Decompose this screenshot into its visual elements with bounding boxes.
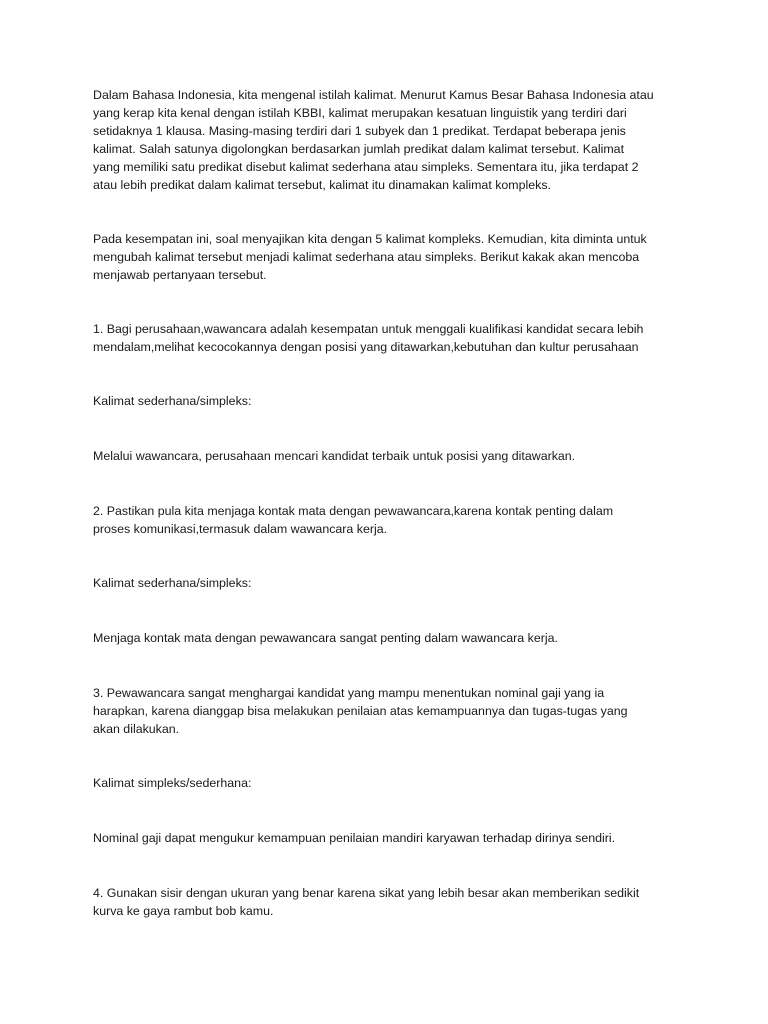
question-1-line: mendalam,melihat kecocokannya dengan posisi yang ditawarkan,kebutuhan dan kultur perusahaan [93,340,639,354]
intro-line: kalimat. Salah satunya digolongkan berdasarkan jumlah predikat dalam kalimat tersebut. Kalimat [93,142,625,156]
question-3-label [93,774,693,792]
question-1-label [93,392,693,410]
question-1-answer [93,447,693,465]
question-3-line: akan dilakukan. [93,722,180,736]
question-3-label-text: Kalimat simpleks/sederhana: [93,776,252,790]
context-line: Pada kesempatan ini, soal menyajikan kita dengan 5 kalimat kompleks. Kemudian, kita diminta untuk [93,232,647,246]
context-paragraph [93,230,693,284]
question-3-answer-text: Nominal gaji dapat mengukur kemampuan penilaian mandiri karyawan terhadap dirinya sendiri. [93,831,616,845]
question-2-line: proses komunikasi,termasuk dalam wawancara kerja. [93,522,388,536]
question-1-answer-text: Melalui wawancara, perusahaan mencari kandidat terbaik untuk posisi yang ditawarkan. [93,449,576,463]
question-2-label [93,574,693,592]
question-2-label-text: Kalimat sederhana/simpleks: [93,576,252,590]
question-3 [93,684,693,738]
question-1 [93,320,693,356]
question-3-line: harapkan, karena dianggap bisa melakukan penilaian atas kemampuannya dan tugas-tugas yang [93,704,628,718]
question-3-answer [93,829,693,847]
intro-paragraph [93,86,693,194]
question-2 [93,502,693,538]
question-4 [93,884,693,920]
intro-line: Dalam Bahasa Indonesia, kita mengenal istilah kalimat. Menurut Kamus Besar Bahasa Indonesia atau [93,88,654,102]
question-4-line: kurva ke gaya rambut bob kamu. [93,904,274,918]
intro-line: atau lebih predikat dalam kalimat tersebut, kalimat itu dinamakan kalimat kompleks. [93,178,551,192]
intro-line: yang kerap kita kenal dengan istilah KBBI, kalimat merupakan kesatuan linguistik yang terdiri dari [93,106,627,120]
question-2-answer-text: Menjaga kontak mata dengan pewawancara sangat penting dalam wawancara kerja. [93,631,558,645]
intro-line: setidaknya 1 klausa. Masing-masing terdiri dari 1 subyek dan 1 predikat. Terdapat beberapa jenis [93,124,626,138]
context-line: mengubah kalimat tersebut menjadi kalimat sederhana atau simpleks. Berikut kakak akan mencoba [93,250,640,264]
question-2-answer [93,629,693,647]
intro-line: yang memiliki satu predikat disebut kalimat sederhana atau simpleks. Sementara itu, jika terdapat 2 [93,160,639,174]
context-line: menjawab pertanyaan tersebut. [93,268,267,282]
question-2-line: 2. Pastikan pula kita menjaga kontak mata dengan pewawancara,karena kontak penting dalam [93,504,614,518]
question-1-label-text: Kalimat sederhana/simpleks: [93,394,252,408]
question-1-line: 1. Bagi perusahaan,wawancara adalah kesempatan untuk menggali kualifikasi kandidat secara lebih [93,322,644,336]
question-4-line: 4. Gunakan sisir dengan ukuran yang benar karena sikat yang lebih besar akan memberikan sedikit [93,886,640,900]
question-3-line: 3. Pewawancara sangat menghargai kandidat yang mampu menentukan nominal gaji yang ia [93,686,605,700]
